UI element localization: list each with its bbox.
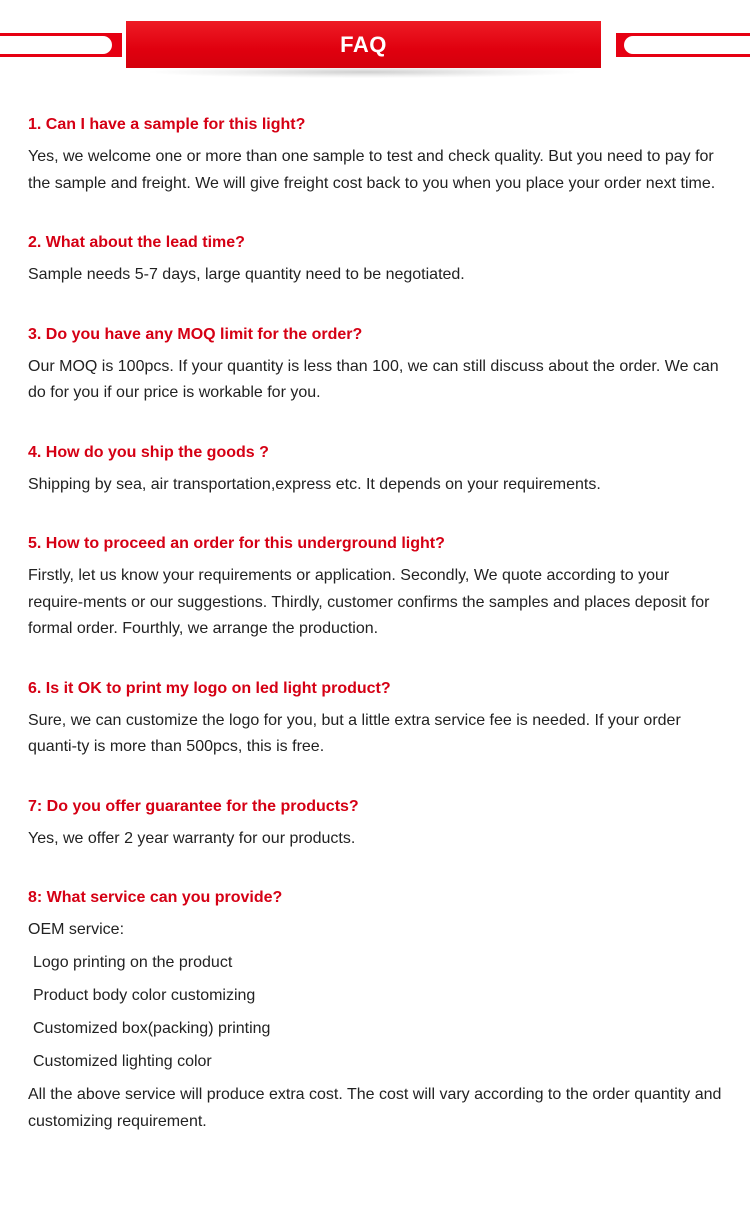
faq-item-7 — [28, 795, 728, 853]
faq-item-8 — [28, 886, 728, 1135]
faq-question: 1. Can I have a sample for this light? — [28, 116, 306, 133]
faq-answer: Yes, we welcome one or more than one sample to test and check quality. But you need to pay for the sample and freight. We will give freight cost back to you when you place your order next time. — [28, 148, 716, 192]
faq-question: 7: Do you offer guarantee for the products? — [28, 797, 359, 815]
faq-item-3 — [28, 323, 728, 407]
faq-answer: Firstly, let us know your requirements or application. Secondly, We quote according to your require-ments or our suggestions. Thirdly, customer confirms the samples and places deposit for formal order. Fourthly, we arrange the production. — [28, 567, 710, 637]
service-item: Customized box(packing) printing — [33, 1020, 271, 1037]
faq-question: 4. How do you ship the goods ? — [28, 443, 269, 461]
header-right-pill — [624, 36, 750, 54]
header-right-decoration — [616, 33, 750, 57]
faq-header — [0, 0, 750, 90]
faq-answer: Yes, we offer 2 year warranty for our products. — [28, 829, 356, 847]
faq-question: 8: What service can you provide? — [28, 889, 283, 906]
faq-answer: Sample needs 5-7 days, large quantity need to be negotiated. — [28, 266, 465, 283]
faq-question: 3. Do you have any MOQ limit for the order? — [28, 325, 363, 343]
faq-question: 5. How to proceed an order for this underground light? — [28, 535, 445, 552]
service-outro: All the above service will produce extra cost. The cost will vary according to the order quantity and customizing requirement. — [28, 1086, 722, 1130]
header-left-pill — [0, 36, 112, 54]
faq-answer: Sure, we can customize the logo for you, but a little extra service fee is needed. If your order quanti-ty is more than 500pcs, this is free. — [28, 711, 681, 755]
faq-item-4 — [28, 441, 728, 499]
service-intro: OEM service: — [28, 921, 125, 938]
faq-item-6 — [28, 677, 728, 761]
service-item: Customized lighting color — [33, 1053, 212, 1070]
service-item: Product body color customizing — [33, 987, 256, 1004]
faq-item-2 — [28, 231, 728, 289]
faq-list — [28, 113, 728, 1169]
faq-question: 6. Is it OK to print my logo on led light product? — [28, 679, 391, 697]
faq-question: 2. What about the lead time? — [28, 234, 245, 251]
faq-item-5 — [28, 532, 728, 643]
service-item: Logo printing on the product — [33, 954, 233, 971]
title-banner — [126, 21, 601, 68]
faq-answer: Our MOQ is 100pcs. If your quantity is less than 100, we can still discuss about the order. We can do for you if our price is workable for you. — [28, 357, 719, 401]
faq-answer: Shipping by sea, air transportation,express etc. It depends on your requirements. — [28, 475, 601, 493]
header-left-decoration — [0, 33, 122, 57]
faq-item-1 — [28, 113, 728, 197]
page-title: FAQ — [340, 31, 387, 57]
